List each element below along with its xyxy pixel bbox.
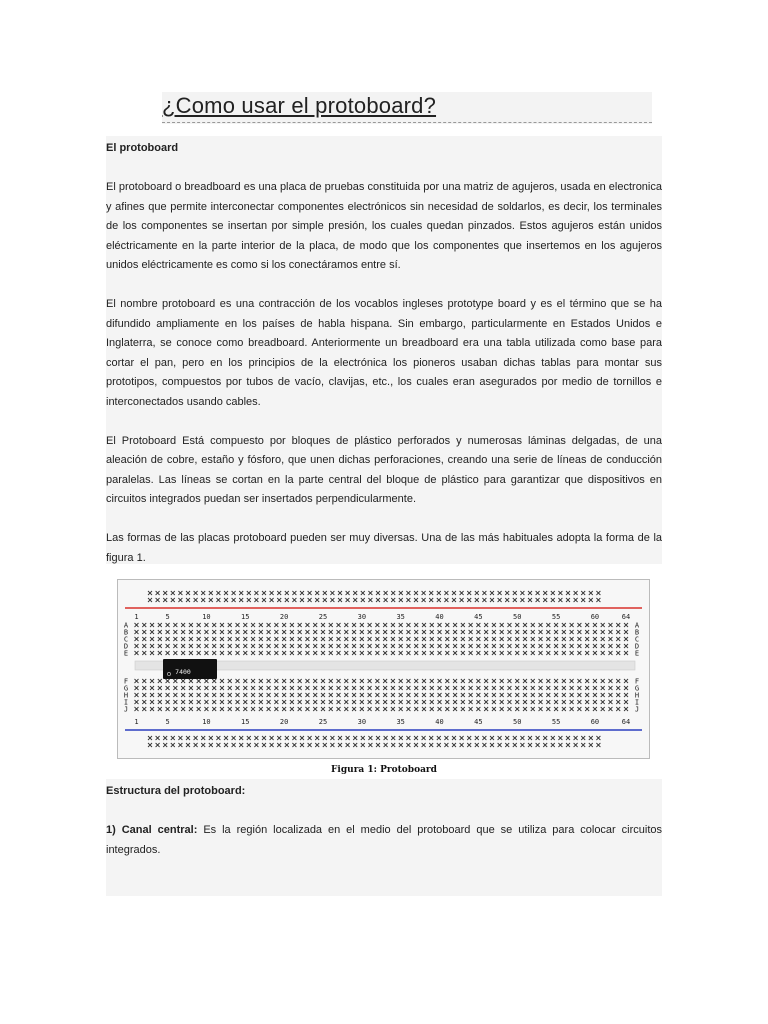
column-number-bottom: 1	[134, 718, 139, 726]
column-number-top: 30	[357, 613, 367, 621]
column-number-top: 1	[134, 613, 139, 621]
column-number-bottom: 10	[202, 718, 211, 726]
row-label-left: J	[123, 705, 129, 714]
protoboard-figure	[117, 579, 650, 759]
column-number-bottom: 5	[165, 718, 170, 726]
paragraph: El nombre protoboard es una contracción de los vocablos ingleses prototype board y es el término que se ha difundido ampliamente en los países de habla hispana. Sin embargo, particularmente en Estados Unidos e Inglaterra, se conoce como breadboard. Anteriormente un breadboard era una tabla utilizada como base para cortar el pan, pero en los principios de la electrónica los pioneros usaban dichas tablas para montar sus prototipos, compuestos por tubos de vacío, clavijas, etc., los cuales eran asegurados por medio de tornillos e interconectados usando cables.	[106, 298, 662, 408]
section-heading: El protoboard	[106, 142, 179, 154]
column-number-top: 20	[279, 613, 289, 621]
column-number-bottom: 30	[357, 718, 367, 726]
paragraph: El protoboard o breadboard es una placa de pruebas constituida por una matriz de agujeros, usada en electronica y afines que permite interconectar componentes electrónicos sin necesidad de soldarlos, es decir, los terminales de los componentes se insertan por simple presión, los cuales quedan pinzados. Estos agujeros están unidos eléctricamente en la parte interior de la placa, de modo que los componentes que insertemos en los agujeros unidos eléctricamente es como si los conectáramos entre sí.	[106, 181, 662, 271]
protoboard-diagram	[117, 579, 650, 759]
row-label-right: C	[634, 635, 640, 644]
row-label-left: H	[123, 691, 129, 700]
column-number-top: 45	[474, 613, 483, 621]
column-number-bottom: 40	[435, 718, 444, 726]
column-number-bottom: 45	[474, 718, 483, 726]
row-label-right: G	[634, 684, 640, 693]
column-number-bottom: 25	[318, 718, 328, 726]
paragraph: El Protoboard Está compuesto por bloques de plástico perforados y numerosas láminas delgadas, de una aleación de cobre, estaño y fósforo, que unen dichas perforaciones, creando una serie de líneas de conducción paralelas. Las líneas se cortan en la parte central del bloque de plástico para garantizar que dispositivos en circuitos integrados puedan ser insertados perpendicularmente.	[106, 434, 662, 505]
row-label-left: I	[123, 698, 129, 707]
row-label-right: F	[634, 677, 640, 686]
row-label-left: D	[123, 642, 129, 651]
column-number-top: 55	[551, 613, 561, 621]
section-heading: Estructura del protoboard:	[106, 785, 246, 797]
title-divider	[162, 122, 652, 123]
ic-chip-label: 7400	[175, 668, 191, 676]
column-number-bottom: 50	[513, 718, 522, 726]
row-label-right: E	[634, 649, 640, 658]
column-number-top: 15	[241, 613, 250, 621]
figure-caption: Figura 1: Protoboard	[331, 765, 437, 775]
section-protoboard	[106, 136, 662, 564]
column-number-top: 25	[318, 613, 328, 621]
column-number-top: 64	[621, 613, 631, 621]
row-label-left: B	[123, 628, 129, 637]
row-label-right: D	[634, 642, 640, 651]
column-number-top: 10	[202, 613, 211, 621]
row-label-right: A	[634, 621, 640, 630]
row-label-right: H	[634, 691, 640, 700]
row-label-right: I	[634, 698, 640, 707]
paragraph: Las formas de las placas protoboard pueden ser muy diversas. Una de las más habituales adopta la forma de la figura 1.	[106, 532, 662, 564]
row-label-right: B	[634, 628, 640, 637]
row-label-right: J	[634, 705, 640, 714]
row-label-left: G	[123, 684, 129, 693]
column-number-bottom: 35	[396, 718, 405, 726]
row-label-left: C	[123, 635, 129, 644]
column-number-top: 40	[435, 613, 444, 621]
column-number-bottom: 20	[279, 718, 289, 726]
row-label-left: F	[123, 677, 129, 686]
row-label-left: E	[123, 649, 129, 658]
column-number-bottom: 55	[551, 718, 561, 726]
column-number-top: 50	[513, 613, 522, 621]
title-container	[162, 92, 652, 124]
item-label: 1) Canal central:	[106, 824, 198, 836]
section-estructura	[106, 779, 662, 896]
page-title: ¿Como usar el protoboard?	[162, 93, 437, 118]
column-number-bottom: 64	[621, 718, 631, 726]
column-number-bottom: 60	[590, 718, 600, 726]
column-number-top: 60	[590, 613, 600, 621]
paragraph	[106, 821, 662, 860]
item-text: Es la región localizada en el medio del protoboard que se utiliza para colocar circuitos integrados.	[106, 824, 662, 856]
column-number-top: 5	[165, 613, 170, 621]
column-number-top: 35	[396, 613, 405, 621]
row-label-left: A	[123, 621, 129, 630]
column-number-bottom: 15	[241, 718, 250, 726]
